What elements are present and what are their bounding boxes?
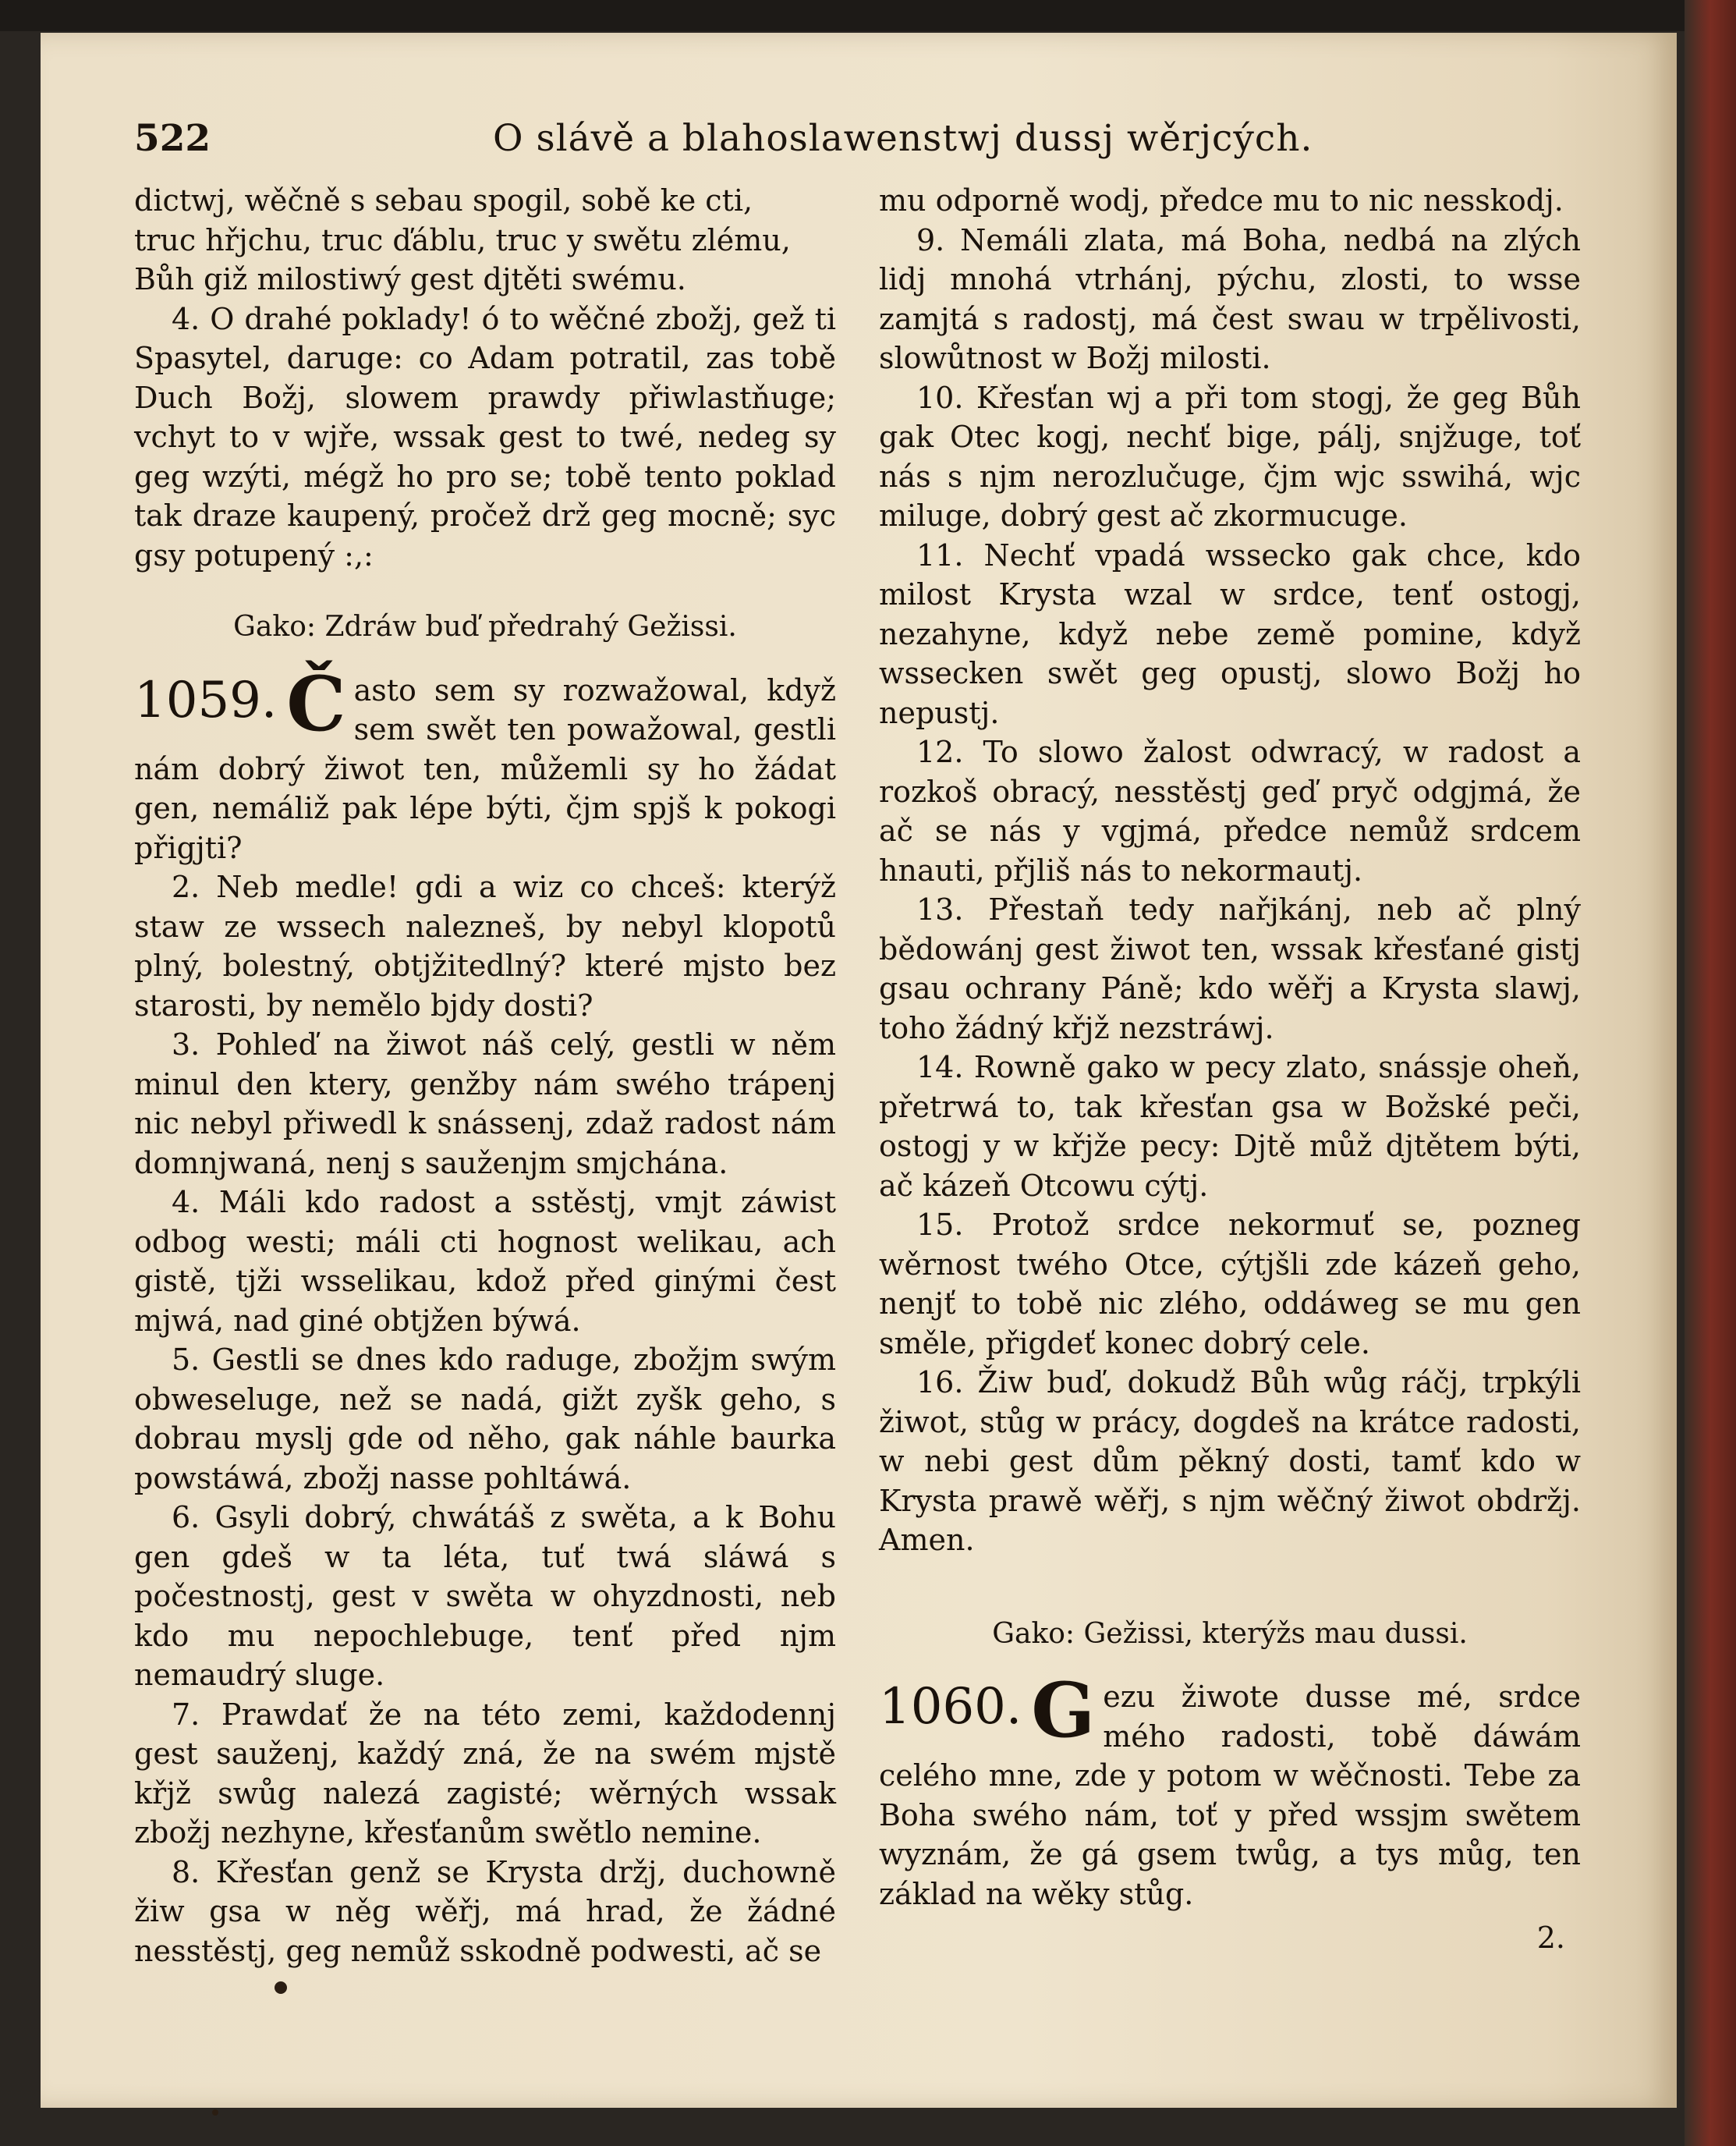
- stanza-8: 8. Křesťan genž se Krysta držj, duchowně žiw gsa w něg wěřj, má hrad, že žádné nesstěstj, geg nemůž sskodně podwesti, ač se: [134, 1854, 836, 1968]
- book-spine-edge: [1685, 0, 1736, 2146]
- hymn-1060-first-stanza: [879, 1666, 1581, 1914]
- scan-background-top: [0, 0, 1736, 31]
- stanza-8-continuation: mu odporně wodj, předce mu to nic nesskodj.: [879, 183, 1564, 218]
- melody-indication: Gako: Gežissi, kterýžs mau dussi.: [992, 1617, 1468, 1650]
- stanza-11: 11. Nechť vpadá wssecko gak chce, kdo milost Krysta wzal w srdce, tenť ostogj, nezahyne, když nebe země pomine, když wssecken swět geg opustj, slowo Božj ho nepustj.: [879, 537, 1581, 730]
- hymn-first-text: asto sem sy rozwažowal, když sem swět ten powažowal, gestli nám dobrý žiwot ten, můžemli sy ho žádat gen, nemáliž pak lépe býti, čjm spjš k pokogi přigjti?: [134, 672, 836, 865]
- catchword: 2.: [1536, 1921, 1565, 1955]
- hymn-first-text: ezu žiwote dusse mé, srdce mého radosti, tobě dáwám celého mne, zde y potom w wěčnosti. Tebe za Boha swého nám, toť y před wssjm swětem wyznám, že gá gsem twůg, a tys můg, ten základ na wěky stůg.: [879, 1680, 1581, 1911]
- stanza-15: 15. Protož srdce nekormuť se, pozneg wěrnost twého Otce, cýtjšli zde kázeň geho, nenjť to tobě nic zlého, oddáweg se mu gen směle, přigdeť konec dobrý cele.: [879, 1208, 1581, 1360]
- hymn-number: 1059.: [134, 671, 278, 729]
- hymn-1059-first-stanza: [134, 659, 836, 868]
- book-page: [41, 33, 1677, 2108]
- stanza-4: 4. O drahé poklady! ó to wěčné zbožj, gež ti Spasytel, daruge: co Adam potratil, zas tobě Duch Božj, slowem prawdy přiwlastňuge; vchyt to v wjře, wssak gest to twé, nedeg sy geg wzýti, mégž ho pro se; tobě tento poklad tak draze kaupený, pročež drž geg mocně; syc gsy potupený :,:: [134, 301, 836, 573]
- stanza-2: 2. Neb medle! gdi a wiz co chceš: kterýž staw ze wssech nalezneš, by nebyl klopotů plný, bolestný, obtjžitedlný? které mjsto bez starosti, by nemělo bjdy dosti?: [134, 870, 836, 1023]
- page-header: [134, 117, 1616, 179]
- carryover-line-2: truc hřjchu, truc ďáblu, truc y swětu zlému,: [134, 222, 791, 257]
- stanza-3: 3. Pohleď na žiwot náš celý, gestli w něm minul den ktery, genžby nám swého trápenj nic nebyl přiwedl k snássenj, zdaž radost nám domnjwaná, nenj s sauženjm smjchána.: [134, 1027, 836, 1180]
- stanza-7: 7. Prawdať že na této zemi, každodennj gest sauženj, každý zná, že na swém mjstě křjž swůg nalezá zagisté; wěrných wssak zbožj nezhyne, křesťanům swětlo nemine.: [134, 1697, 836, 1850]
- stanza-10: 10. Křesťan wj a při tom stogj, že geg Bůh gak Otec kogj, nechť bige, pálj, snjžuge, toť nás s njm nerozlučuge, čjm wjc sswihá, wjc miluge, dobrý gest ač zkormucuge.: [879, 380, 1581, 533]
- stanza-14: 14. Rowně gako w pecy zlato, snássje oheň, přetrwá to, tak křesťan gsa w Božské peči, ostogj y w křjže pecy: Djtě můž djtětem býti, ač kázeň Otcowu cýtj.: [879, 1050, 1581, 1203]
- melody-indication: Gako: Zdráw buď předrahý Gežissi.: [233, 611, 737, 643]
- carryover-line-3: Bůh giž milostiwý gest djtěti swému.: [134, 262, 686, 296]
- stanza-6: 6. Gsyli dobrý, chwátáš z swěta, a k Bohu gen gdeš w ta léta, tuť twá sláwá s počestnostj, gest v swěta w ohyzdnosti, neb kdo mu nepochlebuge, tenť před njm nemaudrý sluge.: [134, 1500, 836, 1692]
- ink-speck: [212, 2109, 218, 2116]
- right-column: [879, 181, 1581, 1958]
- stanza-5: 5. Gestli se dnes kdo raduge, zbožjm swým obweseluge, než se nadá, gižt zyšk geho, s dobrau myslj gde od něho, gak náhle baurka powstáwá, zbožj nasse pohltáwá.: [134, 1343, 836, 1495]
- stanza-13: 13. Přestaň tedy nařjkánj, neb ač plný bědowánj gest žiwot ten, wssak křesťané gistj gsau ochrany Páně; kdo wěřj a Krysta slawj, toho žádný křjž nezstráwj.: [879, 892, 1581, 1045]
- stanza-12: 12. To slowo žalost odwracý, w radost a rozkoš obracý, nesstěstj geď pryč odgjmá, že ač se nás y vgjmá, předce nemůž srdcem hnauti, přjliš nás to nekormautj.: [879, 735, 1581, 888]
- running-title: O slávě a blahoslawenstwj dussj wěrjcých.: [493, 117, 1313, 160]
- stanza-16: 16. Žiw buď, dokudž Bůh wůg ráčj, trpkýli žiwot, stůg w prácy, dogdeš na krátce radosti, w nebi gest dům pěkný dosti, tamť kdo w Krysta prawě wěřj, s njm wěčný žiwot obdržj. Amen.: [879, 1365, 1581, 1557]
- left-column: [134, 181, 836, 1970]
- hymn-number: 1060.: [879, 1678, 1022, 1736]
- page-number: 522: [134, 117, 211, 160]
- stanza-4b: 4. Máli kdo radost a sstěstj, vmjt záwist odbog westi; máli cti hognost welikau, ach gistě, tjži wsselikau, kdož před ginými čest mjwá, nad giné obtjžen býwá.: [134, 1185, 836, 1338]
- drop-cap: G: [1031, 1666, 1096, 1754]
- stanza-9: 9. Nemáli zlata, má Boha, nedbá na zlých lidj mnohá vtrhánj, pýchu, zlosti, to wsse zamjtá s radostj, má čest swau w trpělivosti, slowůtnost w Božj milosti.: [879, 222, 1581, 375]
- drop-cap: Č: [286, 659, 346, 748]
- carryover-line-1: dictwj, wěčně s sebau spogil, sobě ke cti,: [134, 183, 753, 218]
- ink-speck: [275, 1981, 287, 1994]
